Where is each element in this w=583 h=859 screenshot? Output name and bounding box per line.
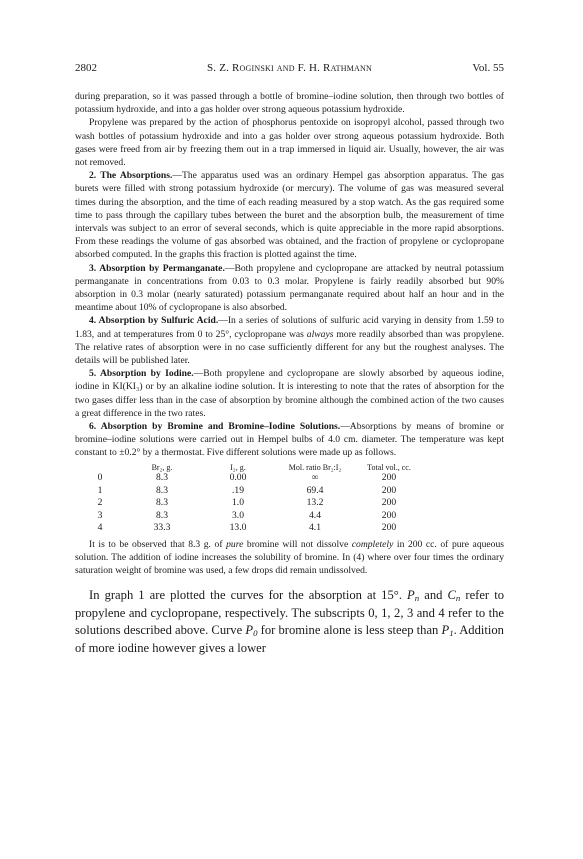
table-cell: 4.1 <box>309 522 321 534</box>
table-cell: 8.3 <box>156 509 168 521</box>
symbol <box>407 588 419 602</box>
symbol <box>441 623 453 637</box>
section-text: more readily absorbed than was propylene. The relative rates of absorption were in no case sufficiently different for any but the roughest analyses. The details will be published later. <box>75 328 504 367</box>
table-row <box>75 522 425 535</box>
table-cell: 2 <box>97 497 103 509</box>
section-text: —Absorptions by means of bromine or bromine–iodine solutions were carried out in Hempel bulbs of 4.0 cm. diameter. The temperature was kept constant to ±0.2° by a thermostat. Five different solutions were made up as follows. <box>75 421 504 459</box>
section-heading: 3. Absorption by Permanganate. <box>89 262 225 274</box>
table-header-row <box>75 463 425 473</box>
symbol <box>447 588 460 602</box>
symbol-letter: P <box>245 623 254 638</box>
table-cell: 200 <box>381 484 397 496</box>
table-cell: 200 <box>381 497 397 509</box>
text-run: bromine will not dissolve <box>243 538 352 550</box>
section-text: —Both propylene and cyclopropane are attacked by neutral potassium permanganate in concentrations from 0.03 to 0.3 molar. Propylene is fairly readily absorbed but 90% absorption in 0.3 molar (nearly saturated) potassium permanganate required about half an hour and in the meantime about 10% of cyclopropane is also absorbed. <box>75 262 504 314</box>
table-cell: 69.4 <box>306 484 324 496</box>
page-number: 2802 <box>75 62 97 74</box>
journal-page <box>75 62 504 657</box>
section-iodine <box>75 367 504 420</box>
section-heading: 6. Absorption by Bromine and Bromine–Iodine Solutions. <box>89 421 341 433</box>
article-body <box>75 90 504 577</box>
text-run: It is to be observed that 8.3 g. of <box>89 538 227 550</box>
section-text: —In a series of solutions of sulfuric acid varying in density from 1.59 to 1.83, and at temperatures from 0 to 25°, cyclopropane was <box>75 315 504 340</box>
table-row <box>75 472 425 485</box>
main-text-large <box>75 587 504 657</box>
section-text: —Both propylene and cyclopropane are slowly absorbed by aqueous iodine, iodine in KI(KI₃) or by an alkaline iodine solution. It is interesting to note that the rates of absorption for the two gases differ less than in the case of absorption by bromine although the combined action of the two causes a great difference in the two rates. <box>75 368 504 419</box>
table-cell: 8.3 <box>156 497 168 509</box>
table-cell: 4 <box>97 522 103 534</box>
section-heading: 4. Absorption by Sulfuric Acid. <box>89 315 219 327</box>
table-header-cell: Br₂, g. <box>151 462 173 472</box>
table-row <box>75 485 425 498</box>
section-permanganate <box>75 262 504 315</box>
table-cell: 4.4 <box>309 509 321 521</box>
section-text: —The apparatus used was an ordinary Hempel gas absorption apparatus. The gas burets were filled with strong potassium hydroxide (or mercury). The volume of gas was measured several times during the absorption, and the time of each reading measured by a stop watch. As the gas required some time to pass through the capillary tubes between the buret and the absorption bulb, the measurement of time intervals was subject to an error of several seconds, which is quite appreciable in the more rapid absorptions. From these readings the volume of gas absorbed was obtained, and the fraction of propylene or cyclopropane absorbed computed. In the graphs this fraction is plotted against the time. <box>75 170 504 261</box>
table-cell: .19 <box>232 484 244 496</box>
symbol-subscript: n <box>414 593 420 604</box>
section-bromine <box>75 420 504 460</box>
symbol-letter: P <box>407 588 415 603</box>
table-cell: ∞ <box>311 472 319 484</box>
paragraph-propylene-prep: Propylene was prepared by the action of phosphorus pentoxide on isopropyl alcohol, passed through two wash bottles of potassium hydroxide and into a gas holder over strong aqueous potassium hydroxide. Both gases were freed from air by freezing them out in a trap immersed in liquid air. Usually, however, the air was not removed. <box>75 117 504 169</box>
emphasis: always <box>306 328 334 340</box>
table-cell: 8.3 <box>156 484 168 496</box>
symbol-subscript: n <box>455 593 461 604</box>
symbol <box>245 623 257 637</box>
table-cell: 3.0 <box>232 509 244 521</box>
text-run: in 200 cc. of pure aqueous solution. The addition of iodine increases the solubility of bromine. In (4) where over four times the ordinary saturation weight of bromine was used, a few drops did remain undissolved. <box>75 538 504 577</box>
table-cell: 0 <box>97 472 103 484</box>
table-cell: 33.3 <box>153 522 171 534</box>
table-header-cell <box>75 463 125 473</box>
symbol-letter: C <box>447 588 456 603</box>
table-cell: 13.0 <box>229 522 247 534</box>
table-header-cell: Mol. ratio Br₂:I₂ <box>288 462 342 472</box>
table-row <box>75 510 425 523</box>
emphasis: completely <box>351 538 394 550</box>
symbol-letter: P <box>441 623 450 638</box>
solutions-table <box>75 463 425 535</box>
section-sulfuric-acid <box>75 314 504 367</box>
table-cell: 200 <box>381 472 397 484</box>
symbol-subscript: 1 <box>449 628 454 639</box>
paragraph-graph-discussion <box>75 587 504 657</box>
text-run: for bromine alone is less steep than <box>257 623 442 638</box>
symbol-subscript: 0 <box>253 628 258 639</box>
table-cell: 200 <box>381 509 397 521</box>
emphasis: pure <box>226 538 244 550</box>
table-header-cell: I₂, g. <box>230 462 246 472</box>
paragraph-continuation: during preparation, so it was passed through a bottle of bromine–iodine solution, then through two bottles of potassium hydroxide, and into a gas holder over strong aqueous potassium hydroxide. <box>75 91 504 116</box>
table-cell: 1 <box>97 484 103 496</box>
table-header-cell: Total vol., cc. <box>367 462 411 472</box>
table-cell: 200 <box>381 522 397 534</box>
table-cell: 3 <box>97 509 103 521</box>
volume-label: Vol. 55 <box>472 62 504 74</box>
section-heading: 5. Absorption by Iodine. <box>89 368 194 380</box>
section-heading: 2. The Absorptions. <box>89 170 173 182</box>
paragraph-solubility-note <box>75 538 504 578</box>
text-run: In graph 1 are plotted the curves for the absorption at 15°. <box>89 588 408 603</box>
table-cell: 8.3 <box>156 472 168 484</box>
text-run: refer to propylene and cyclopropane, respectively. The subscripts 0, 1, 2, 3 and 4 refer to the solutions described above. Curve <box>75 588 504 638</box>
table-cell: 13.2 <box>306 497 324 509</box>
table-cell: 0.00 <box>229 472 247 484</box>
text-run: and <box>419 588 448 603</box>
running-header <box>75 62 504 78</box>
section-absorptions <box>75 169 504 261</box>
running-title: S. Z. Roginski and F. H. Rathmann <box>206 62 372 74</box>
table-row <box>75 497 425 510</box>
text-run: . Addition of more iodine however gives a lower <box>75 623 504 655</box>
table-cell: 1.0 <box>232 497 244 509</box>
